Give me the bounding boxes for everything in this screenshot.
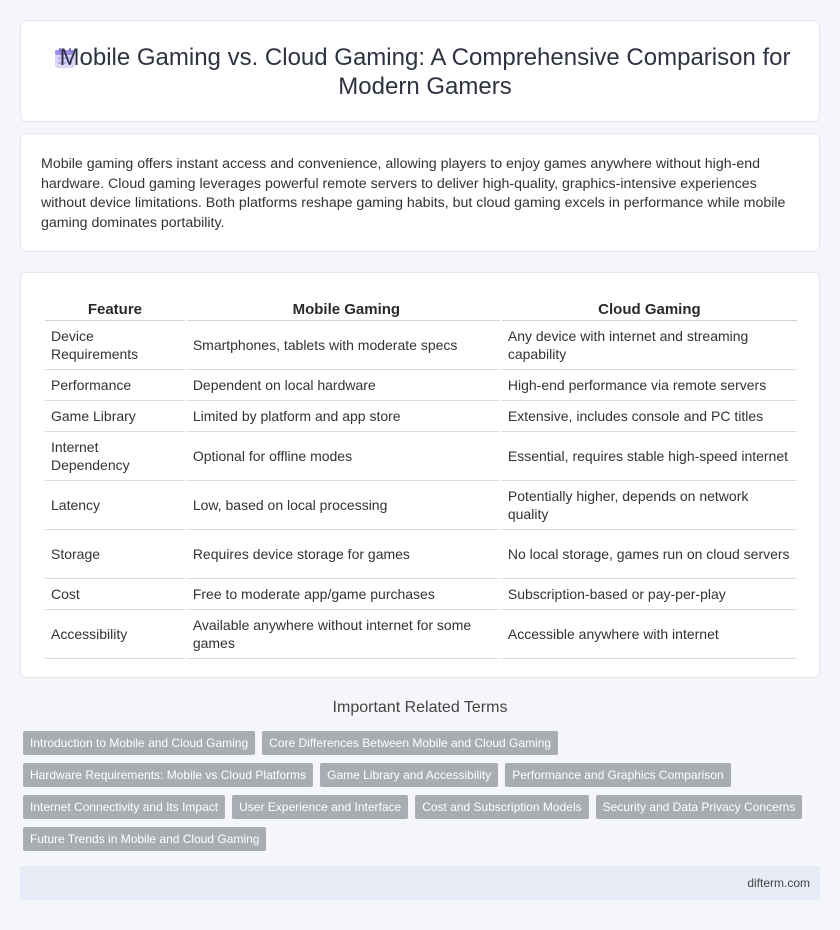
table-row (45, 370, 797, 401)
mobile-cell: Free to moderate app/game purchases (187, 579, 500, 610)
related-term-tag[interactable]: Future Trends in Mobile and Cloud Gaming (23, 827, 266, 851)
feature-cell: Latency (45, 481, 185, 530)
cloud-cell: Accessible anywhere with internet (502, 610, 797, 659)
table-row (45, 481, 797, 530)
table-row (45, 530, 797, 579)
mobile-cell: Smartphones, tablets with moderate specs (187, 321, 500, 370)
cloud-cell: Potentially higher, depends on network quality (502, 481, 797, 530)
related-term-tag[interactable]: Internet Connectivity and Its Impact (23, 795, 225, 819)
table-row (45, 432, 797, 481)
footer (20, 866, 820, 900)
mobile-cell: Optional for offline modes (187, 432, 500, 481)
footer-site-link[interactable]: difterm.com (747, 876, 810, 890)
related-term-tag[interactable]: Core Differences Between Mobile and Cloud Gaming (262, 731, 558, 755)
related-term-tag[interactable]: Security and Data Privacy Concerns (596, 795, 803, 819)
related-term-tag[interactable]: Introduction to Mobile and Cloud Gaming (23, 731, 255, 755)
table-row (45, 401, 797, 432)
header-card (20, 20, 820, 122)
table-row (45, 321, 797, 370)
feature-cell: Internet Dependency (45, 432, 185, 481)
column-header-feature: Feature (45, 297, 185, 321)
mobile-cell: Requires device storage for games (187, 530, 500, 579)
cloud-cell: No local storage, games run on cloud servers (502, 530, 797, 579)
related-terms-title: Important Related Terms (332, 699, 508, 716)
feature-cell: Game Library (45, 401, 185, 432)
related-term-tag[interactable]: Cost and Subscription Models (415, 795, 588, 819)
mobile-cell: Low, based on local processing (187, 481, 500, 530)
cloud-cell: Any device with internet and streaming capability (502, 321, 797, 370)
table-row (45, 610, 797, 659)
intro-card (20, 133, 820, 252)
feature-cell: Accessibility (45, 610, 185, 659)
page-title: Mobile Gaming vs. Cloud Gaming: A Comprehensive Comparison for Modern Gamers (59, 44, 791, 100)
mobile-cell: Available anywhere without internet for some games (187, 610, 500, 659)
comparison-card (20, 272, 820, 678)
mobile-cell: Limited by platform and app store (187, 401, 500, 432)
comparison-table (43, 297, 799, 659)
column-header-cloud: Cloud Gaming (502, 297, 797, 321)
feature-cell: Device Requirements (45, 321, 185, 370)
feature-cell: Storage (45, 530, 185, 579)
cloud-cell: Subscription-based or pay-per-play (502, 579, 797, 610)
cloud-cell: Extensive, includes console and PC titles (502, 401, 797, 432)
feature-cell: Cost (45, 579, 185, 610)
related-terms-list (23, 731, 823, 851)
table-header-row (45, 297, 797, 321)
cloud-cell: High-end performance via remote servers (502, 370, 797, 401)
feature-cell: Performance (45, 370, 185, 401)
mobile-cell: Dependent on local hardware (187, 370, 500, 401)
table-row (45, 579, 797, 610)
column-header-mobile: Mobile Gaming (187, 297, 500, 321)
related-term-tag[interactable]: Hardware Requirements: Mobile vs Cloud Platforms (23, 763, 313, 787)
cloud-cell: Essential, requires stable high-speed internet (502, 432, 797, 481)
related-term-tag[interactable]: Game Library and Accessibility (320, 763, 498, 787)
related-term-tag[interactable]: User Experience and Interface (232, 795, 408, 819)
intro-text: Mobile gaming offers instant access and convenience, allowing players to enjoy games anywhere without high-end hardware. Cloud gaming leverages powerful remote servers to deliver high-quality, graphics-intensive experiences without device limitations. Both platforms reshape gaming habits, but cloud gaming excels in performance while mobile gaming dominates portability. (41, 156, 786, 231)
related-term-tag[interactable]: Performance and Graphics Comparison (505, 763, 730, 787)
